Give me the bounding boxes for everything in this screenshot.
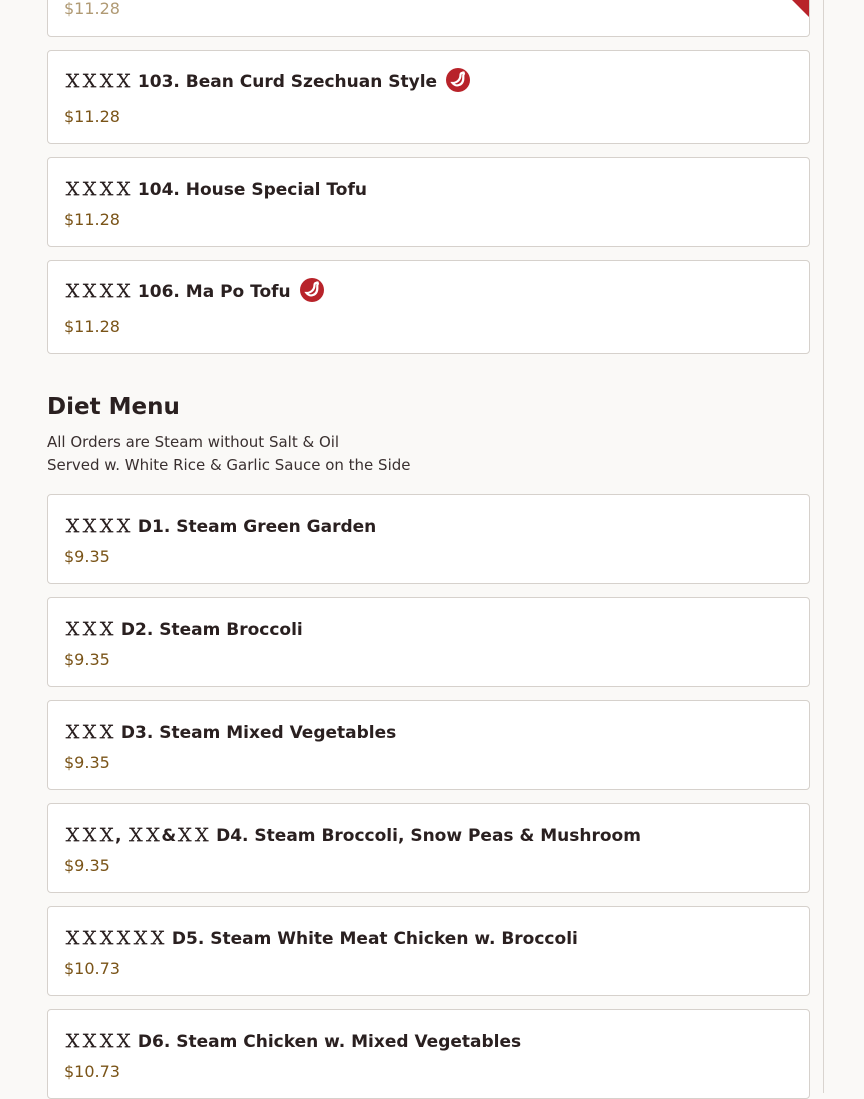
menu-item-card[interactable] xyxy=(47,260,810,354)
menu-item-card[interactable] xyxy=(47,597,810,687)
item-price: $9.35 xyxy=(64,547,110,566)
item-name: ＸＸＸ, ＸＸ&ＸＸ D4. Steam Broccoli, Snow Peas & Mushroom xyxy=(64,826,641,846)
menu-item-card[interactable] xyxy=(47,157,810,247)
item-name-text: ＸＸＸＸ 103. Bean Curd Szechuan Style xyxy=(64,72,438,92)
section-description-line1: All Orders are Steam without Salt & Oil xyxy=(47,433,340,451)
item-price: $10.73 xyxy=(64,1062,120,1081)
chili-pepper-icon xyxy=(300,278,324,302)
item-name-text: ＸＸＸＸ 104. House Special Tofu xyxy=(64,180,367,200)
menu-item-card[interactable] xyxy=(47,906,810,996)
menu-item-card[interactable] xyxy=(47,1009,810,1099)
item-price: $9.35 xyxy=(64,753,110,772)
item-price: $9.35 xyxy=(64,650,110,669)
item-name: ＸＸＸ D3. Steam Mixed Vegetables xyxy=(64,723,397,743)
item-price: $11.28 xyxy=(64,107,120,126)
item-name: ＸＸＸ D2. Steam Broccoli xyxy=(64,620,303,640)
item-name: ＸＸＸＸ D6. Steam Chicken w. Mixed Vegetables xyxy=(64,1032,522,1052)
item-name: ＸＸＸＸＸＸ D5. Steam White Meat Chicken w. Broccoli xyxy=(64,929,578,949)
item-name-text: ＸＸＸＸ 106. Ma Po Tofu xyxy=(64,282,291,302)
item-name xyxy=(64,175,367,200)
item-price: $11.28 xyxy=(64,210,120,229)
menu-item-card[interactable] xyxy=(47,0,810,37)
section-title: Diet Menu xyxy=(47,394,180,420)
item-name: ＸＸＸＸ D1. Steam Green Garden xyxy=(64,517,377,537)
menu-item-card[interactable] xyxy=(47,50,810,144)
item-name xyxy=(64,67,470,92)
menu-item-card[interactable] xyxy=(47,803,810,893)
section-description-line2: Served w. White Rice & Garlic Sauce on the Side xyxy=(47,456,411,474)
menu-item-card[interactable] xyxy=(47,700,810,790)
item-price: $11.28 xyxy=(64,0,120,18)
item-price: $9.35 xyxy=(64,856,110,875)
sale-ribbon xyxy=(746,0,810,17)
item-price: $10.73 xyxy=(64,959,120,978)
item-name xyxy=(64,277,324,302)
menu-item-card[interactable] xyxy=(47,494,810,584)
item-price: $11.28 xyxy=(64,317,120,336)
chili-pepper-icon xyxy=(446,68,470,92)
